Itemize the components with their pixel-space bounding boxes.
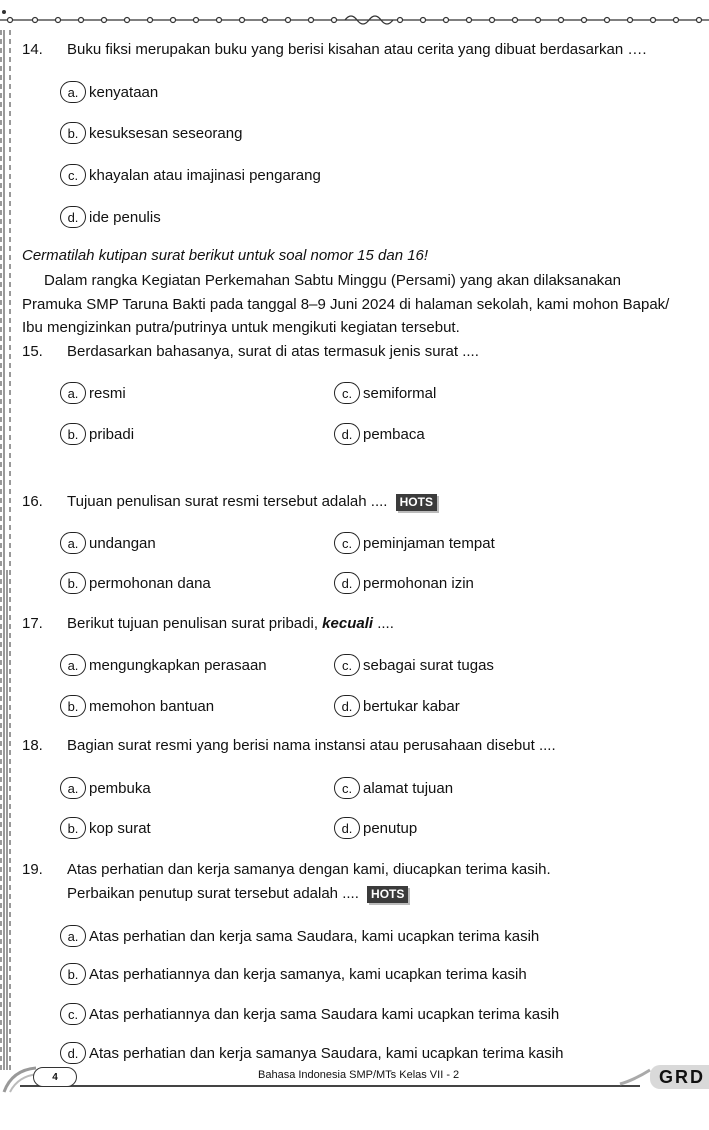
- option-letter: d.: [334, 817, 360, 839]
- question-text-end: ....: [377, 615, 394, 632]
- option-text: kenyataan: [89, 83, 159, 101]
- option-letter: c.: [334, 382, 360, 404]
- option-text: pembuka: [89, 779, 151, 797]
- publisher-logo: GRD: [650, 1065, 709, 1089]
- option-c[interactable]: [60, 1003, 559, 1025]
- option-letter: a.: [60, 925, 86, 947]
- option-text: Atas perhatiannya dan kerja sama Saudara kami ucapkan terima kasih: [89, 1005, 560, 1023]
- question-text-line-2: Perbaikan penutup surat tersebut adalah ....: [67, 885, 359, 902]
- option-d[interactable]: [334, 695, 460, 717]
- option-letter: b.: [60, 817, 86, 839]
- question-text-line-1: Atas perhatian dan kerja samanya dengan kami, diucapkan terima kasih.: [67, 861, 551, 878]
- option-d[interactable]: [334, 572, 474, 594]
- option-b[interactable]: [60, 423, 134, 445]
- footer-swoosh-right-icon: [618, 1066, 652, 1088]
- question-number: 17.: [22, 615, 43, 632]
- question-text-container: [67, 493, 437, 511]
- option-letter: d.: [334, 423, 360, 445]
- option-text: pembaca: [363, 425, 425, 443]
- option-text: alamat tujuan: [363, 779, 454, 797]
- top-decorative-border: [0, 0, 709, 40]
- option-b[interactable]: [60, 122, 242, 144]
- question-text: Berikut tujuan penulisan surat pribadi,: [67, 615, 318, 632]
- question-number: 15.: [22, 343, 43, 360]
- option-c[interactable]: [334, 382, 436, 404]
- option-d[interactable]: [60, 206, 161, 228]
- option-c[interactable]: [334, 777, 453, 799]
- option-text: bertukar kabar: [363, 697, 460, 715]
- option-letter: b.: [60, 423, 86, 445]
- option-letter: c.: [60, 1003, 86, 1025]
- question-text: Buku fiksi merupakan buku yang berisi kisahan atau cerita yang dibuat berdasarkan ….: [67, 41, 647, 58]
- option-d[interactable]: [60, 1042, 563, 1064]
- option-c[interactable]: [334, 654, 494, 676]
- option-letter: d.: [60, 1042, 86, 1064]
- option-b[interactable]: [60, 572, 211, 594]
- question-text: Berdasarkan bahasanya, surat di atas termasuk jenis surat ....: [67, 343, 479, 360]
- footer-divider: [20, 1085, 640, 1087]
- question-number: 14.: [22, 41, 43, 58]
- option-text: Atas perhatian dan kerja samanya Saudara, kami ucapkan terima kasih: [89, 1044, 564, 1062]
- option-c[interactable]: [60, 164, 321, 186]
- option-letter: a.: [60, 532, 86, 554]
- option-letter: c.: [334, 777, 360, 799]
- option-text: khayalan atau imajinasi pengarang: [89, 166, 321, 184]
- option-letter: c.: [334, 654, 360, 676]
- option-b[interactable]: [60, 695, 214, 717]
- option-letter: d.: [334, 572, 360, 594]
- option-letter: a.: [60, 777, 86, 799]
- option-text: pribadi: [89, 425, 135, 443]
- option-text: mengungkapkan perasaan: [89, 656, 267, 674]
- option-a[interactable]: [60, 532, 156, 554]
- option-text: peminjaman tempat: [363, 534, 495, 552]
- left-decorative-border: [0, 30, 14, 1070]
- option-letter: d.: [60, 206, 86, 228]
- option-text: penutup: [363, 819, 418, 837]
- question-text: Bagian surat resmi yang berisi nama instansi atau perusahaan disebut ....: [67, 737, 556, 754]
- hots-badge: HOTS: [367, 886, 408, 903]
- option-b[interactable]: [60, 963, 527, 985]
- excerpt-line-2: Pramuka SMP Taruna Bakti pada tanggal 8–9 Juni 2024 di halaman sekolah, kami mohon Bapak/: [22, 295, 670, 313]
- question-number: 18.: [22, 737, 43, 754]
- book-title: Bahasa Indonesia SMP/MTs Kelas VII - 2: [258, 1069, 460, 1081]
- option-c[interactable]: [334, 532, 495, 554]
- option-d[interactable]: [334, 817, 417, 839]
- option-text: Atas perhatian dan kerja sama Saudara, kami ucapkan terima kasih: [89, 927, 540, 945]
- excerpt-line-1: Dalam rangka Kegiatan Perkemahan Sabtu Minggu (Persami) yang akan dilaksanakan: [44, 272, 621, 289]
- question-emphasis: kecuali: [322, 615, 374, 632]
- option-text: semiformal: [363, 384, 437, 402]
- option-letter: b.: [60, 572, 86, 594]
- option-text: kesuksesan seseorang: [89, 124, 243, 142]
- option-text: memohon bantuan: [89, 697, 215, 715]
- option-text: permohonan izin: [363, 574, 474, 592]
- option-a[interactable]: [60, 81, 158, 103]
- option-letter: a.: [60, 654, 86, 676]
- option-text: kop surat: [89, 819, 151, 837]
- excerpt-line-3: Ibu mengizinkan putra/putrinya untuk mengikuti kegiatan tersebut.: [22, 319, 460, 336]
- option-letter: d.: [334, 695, 360, 717]
- hots-badge: HOTS: [396, 494, 437, 511]
- option-letter: b.: [60, 122, 86, 144]
- option-text: resmi: [89, 384, 126, 402]
- option-letter: c.: [60, 164, 86, 186]
- option-a[interactable]: [60, 382, 126, 404]
- option-text: undangan: [89, 534, 156, 552]
- option-text: sebagai surat tugas: [363, 656, 494, 674]
- question-text: Tujuan penulisan surat resmi tersebut adalah ....: [67, 493, 388, 510]
- option-text: ide penulis: [89, 208, 161, 226]
- option-letter: a.: [60, 382, 86, 404]
- question-text-container: [67, 615, 394, 632]
- question-text-container: [67, 885, 408, 903]
- letter-excerpt: [22, 269, 707, 340]
- option-text: Atas perhatiannya dan kerja samanya, kami ucapkan terima kasih: [89, 965, 527, 983]
- option-letter: c.: [334, 532, 360, 554]
- option-letter: a.: [60, 81, 86, 103]
- option-letter: b.: [60, 695, 86, 717]
- question-number: 16.: [22, 493, 43, 510]
- instruction-text: Cermatilah kutipan surat berikut untuk soal nomor 15 dan 16!: [22, 247, 429, 264]
- option-letter: b.: [60, 963, 86, 985]
- option-a[interactable]: [60, 925, 539, 947]
- option-a[interactable]: [60, 654, 267, 676]
- option-a[interactable]: [60, 777, 151, 799]
- question-number: 19.: [22, 861, 43, 878]
- option-text: permohonan dana: [89, 574, 211, 592]
- page-number: 4: [33, 1067, 77, 1087]
- option-d[interactable]: [334, 423, 425, 445]
- option-b[interactable]: [60, 817, 151, 839]
